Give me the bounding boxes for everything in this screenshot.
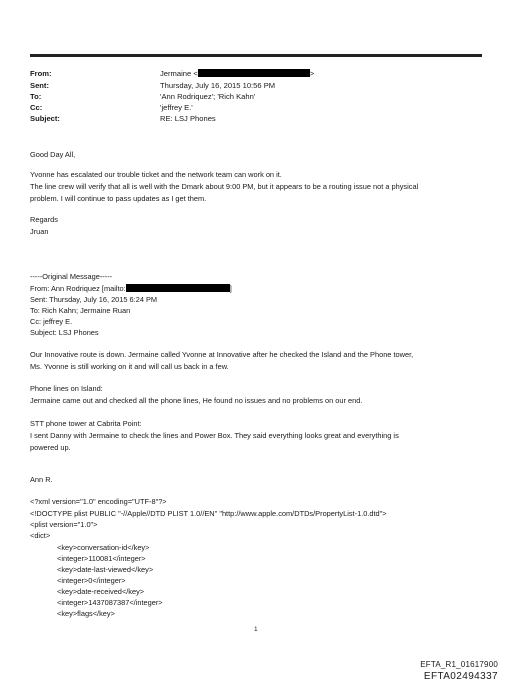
xml-dict: <dict> (30, 531, 51, 540)
island-body: Jermaine came out and checked all the phone lines, He found no issues and no problems on our end. (30, 396, 363, 405)
xml-line: <key>conversation-id</key> (57, 543, 150, 552)
tower-heading: STT phone tower at Cabrita Point: (30, 419, 142, 428)
subject-label: Subject: (30, 114, 60, 123)
original-sent: Sent: Thursday, July 16, 2015 6:24 PM (30, 295, 158, 304)
body-paragraph-1: Yvonne has escalated our trouble ticket and the network team can work on it. (30, 170, 282, 179)
original-paragraph-1-line-1: Our Innovative route is down. Jermaine called Yvonne at Innovative after he checked the Island and the Phone tower, (30, 350, 414, 359)
greeting: Good Day All, (30, 150, 76, 159)
header-rule (30, 54, 482, 57)
xml-plist: <plist version="1.0"> (30, 520, 98, 529)
redaction-box (198, 69, 310, 77)
regards: Regards (30, 215, 58, 224)
bates-number-large: EFTA02494337 (423, 671, 498, 682)
xml-line: <integer>110081</integer> (57, 554, 146, 563)
xml-line: <integer>0</integer> (57, 576, 126, 585)
redaction-box (126, 284, 230, 292)
xml-doctype: <!DOCTYPE plist PUBLIC "-//Apple//DTD PLIST 1.0//EN" "http://www.apple.com/DTDs/PropertyList-1.0.dtd"> (30, 509, 387, 518)
original-from-text: From: Ann Rodriquez [mailto: (30, 284, 126, 293)
tower-body-line-2: powered up. (30, 443, 71, 452)
sent-value: Thursday, July 16, 2015 10:56 PM (160, 81, 276, 90)
subject-value: RE: LSJ Phones (160, 114, 216, 123)
original-paragraph-1-line-2: Ms. Yvonne is still working on it and will call us back in a few. (30, 362, 229, 371)
xml-line: <integer>1437087387</integer> (57, 598, 163, 607)
original-cc: Cc: jeffrey E. (30, 317, 73, 326)
original-to: To: Rich Kahn; Jermaine Ruan (30, 306, 131, 315)
original-from-suffix: ] (229, 284, 232, 293)
to-label: To: (30, 92, 42, 101)
from-name: Jermaine < (160, 69, 198, 78)
sent-label: Sent: (30, 81, 49, 90)
from-label: From: (30, 69, 52, 78)
body-paragraph-2-line-1: The line crew will verify that all is well with the Dmark about 9:00 PM, but it appears to be a routing issue not a physical (30, 182, 419, 191)
original-separator: -----Original Message----- (30, 272, 113, 281)
cc-value: 'jeffrey E.' (160, 103, 193, 112)
xml-line: <key>flags</key> (57, 609, 115, 618)
page-number: 1 (254, 626, 258, 633)
cc-label: Cc: (30, 103, 43, 112)
original-from (30, 284, 232, 294)
from-suffix: > (309, 69, 315, 78)
xml-declaration: <?xml version="1.0" encoding="UTF-8"?> (30, 497, 167, 506)
original-signature: Ann R. (30, 475, 53, 484)
tower-body-line-1: I sent Danny with Jermaine to check the lines and Power Box. They said everything looks great and everything is (30, 431, 399, 440)
xml-line: <key>date-received</key> (57, 587, 145, 596)
body-paragraph-2-line-2: problem. I will continue to pass updates as I get them. (30, 194, 207, 203)
from-value (160, 68, 314, 79)
bates-number-small: EFTA_R1_01617900 (420, 660, 498, 669)
to-value: 'Ann Rodriquez'; 'Rich Kahn' (160, 92, 256, 101)
island-heading: Phone lines on Island: (30, 384, 103, 393)
signature: Jruan (30, 227, 49, 236)
original-subject: Subject: LSJ Phones (30, 328, 99, 337)
xml-line: <key>date-last-viewed</key> (57, 565, 154, 574)
